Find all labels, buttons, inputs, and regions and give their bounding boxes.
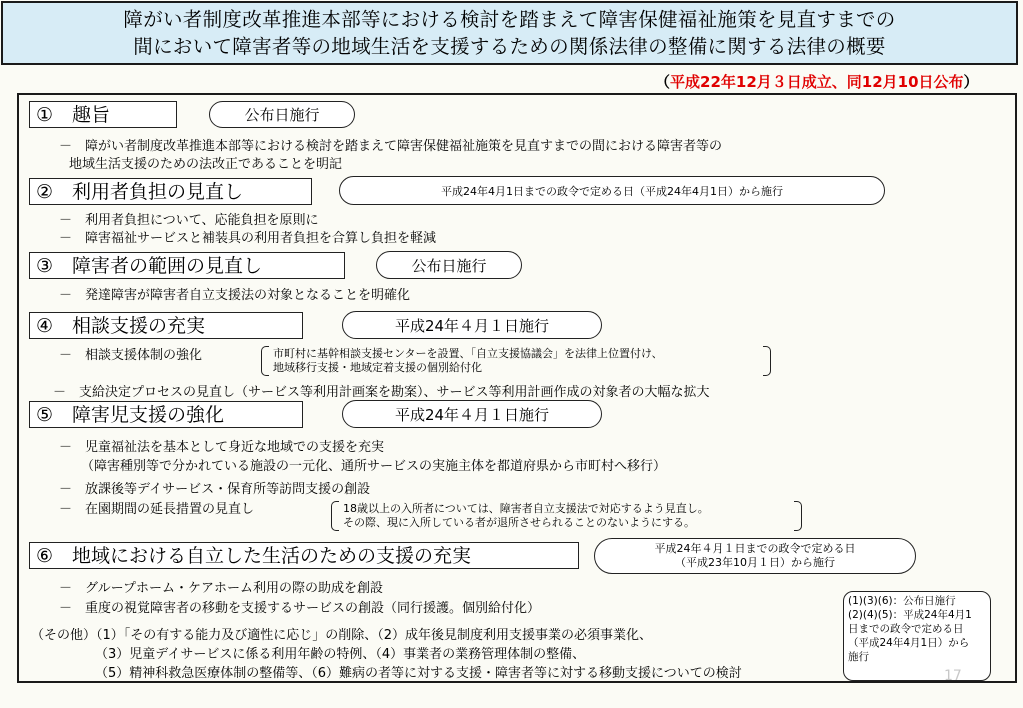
title-banner <box>1 1 1018 65</box>
section-4-line-1: － 相談支援体制の強化 <box>59 348 203 363</box>
section-5-bracket-text-1: 18歳以上の入所者については、障害者自立支援法で対応するよう見直し。 <box>343 502 709 515</box>
section-2-effective-pill: 平成24年4月1日までの政令で定める日（平成24年4月1日）から施行 <box>339 176 885 205</box>
other-line-3: （5）精神科救急医療体制の整備等、（6）難病の者等に対する支援・障害者等に対する移動支援についての検討 <box>95 666 742 681</box>
note-line-3: 日までの政令で定める日 <box>848 623 964 635</box>
section-6-pill-line-2: （平成23年10月１日）から施行 <box>675 556 835 569</box>
effective-date-note <box>843 591 991 681</box>
section-5-line-1: － 児童福祉法を基本として身近な地域での支援を充実 <box>59 440 385 455</box>
section-6-line-1: － グループホーム・ケアホーム利用の際の助成を創設 <box>59 581 383 596</box>
section-4-bracket-text-2: 地域移行支援・地域定着支援の個別給付化 <box>273 361 482 374</box>
section-6-pill-line-1: 平成24年４月１日までの政令で定める日 <box>654 542 856 555</box>
note-line-2: (2)(4)(5)：平成24年4月1 <box>848 609 972 621</box>
section-1-heading: ① 趣旨 <box>29 101 177 128</box>
section-5-line-4: － 在園期間の延長措置の見直し <box>59 502 255 517</box>
section-1-line-1: － 障がい者制度改革推進本部等における検討を踏まえて障害保健福祉施策を見直すまでの間における障害者等の <box>59 139 723 154</box>
section-4-effective-pill: 平成24年４月１日施行 <box>342 311 602 339</box>
note-line-1: (1)(3)(6)：公布日施行 <box>848 595 956 607</box>
section-3-heading: ③ 障害者の範囲の見直し <box>29 252 345 279</box>
section-4-bracket-left <box>261 346 269 376</box>
section-2-heading: ② 利用者負担の見直し <box>29 178 312 205</box>
note-line-5: 施行 <box>848 651 869 663</box>
title-line-1: 障がい者制度改革推進本部等における検討を踏まえて障害保健福祉施策を見直すまでの <box>123 8 896 31</box>
section-3-line-1: － 発達障害が障害者自立支援法の対象となることを明確化 <box>59 288 411 303</box>
section-5-bracket-left <box>331 501 339 531</box>
page-number: 17 <box>944 668 962 684</box>
section-4-bracket-right <box>763 346 771 376</box>
section-1-line-2: 地域生活支援のための法改正であることを明記 <box>69 157 343 172</box>
section-6-line-2: － 重度の視覚障害者の移動を支援するサービスの創設（同行援護。個別給付化） <box>59 601 541 616</box>
section-5-bracket-text-2: その際、現に入所している者が退所させられることのないようにする。 <box>343 516 695 529</box>
section-5-heading: ⑤ 障害児支援の強化 <box>29 401 303 428</box>
section-4-heading: ④ 相談支援の充実 <box>29 312 303 339</box>
section-2-line-2: － 障害福祉サービスと補装具の利用者負担を合算し負担を軽減 <box>59 231 437 246</box>
note-line-4: （平成24年4月1日）から <box>848 637 970 649</box>
title-line-2: 間において障害者等の地域生活を支援するための関係法律の整備に関する法律の概要 <box>133 35 886 58</box>
section-5-effective-pill: 平成24年４月１日施行 <box>342 400 602 428</box>
enactment-date-text: 平成22年12月３日成立、同12月10日公布 <box>670 73 964 91</box>
enactment-date <box>655 71 979 92</box>
section-3-effective-pill: 公布日施行 <box>376 251 522 279</box>
section-6-heading: ⑥ 地域における自立した生活のための支援の充実 <box>29 542 579 569</box>
section-5-bracket-right <box>794 501 802 531</box>
section-5-line-2: （障害種別等で分かれている施設の一元化、通所サービスの実施主体を都道府県から市町村へ移行） <box>81 459 667 474</box>
section-6-effective-pill <box>594 538 916 574</box>
section-1-effective-pill: 公布日施行 <box>209 101 355 128</box>
subtitle-open-paren: （ <box>655 73 671 91</box>
section-4-bracket-text-1: 市町村に基幹相談支援センターを設置、「自立支援協議会」を法律上位置付け、 <box>273 347 663 360</box>
other-line-2: （3）児童デイサービスに係る利用年齢の特例、（4）事業者の業務管理体制の整備、 <box>95 647 586 662</box>
other-line-1: （その他）（1）「その有する能力及び適性に応じ」の削除、（2）成年後見制度利用支援事業の必須事業化、 <box>31 628 653 643</box>
section-2-line-1: － 利用者負担について、応能負担を原則に <box>59 213 319 228</box>
section-5-line-3: － 放課後等デイサービス・保育所等訪問支援の創設 <box>59 482 371 497</box>
section-4-line-2: － 支給決定プロセスの見直し（サービス等利用計画案を勘案）、サービス等利用計画作成の対象者の大幅な拡大 <box>53 385 710 400</box>
subtitle-close-paren: ） <box>963 73 979 91</box>
